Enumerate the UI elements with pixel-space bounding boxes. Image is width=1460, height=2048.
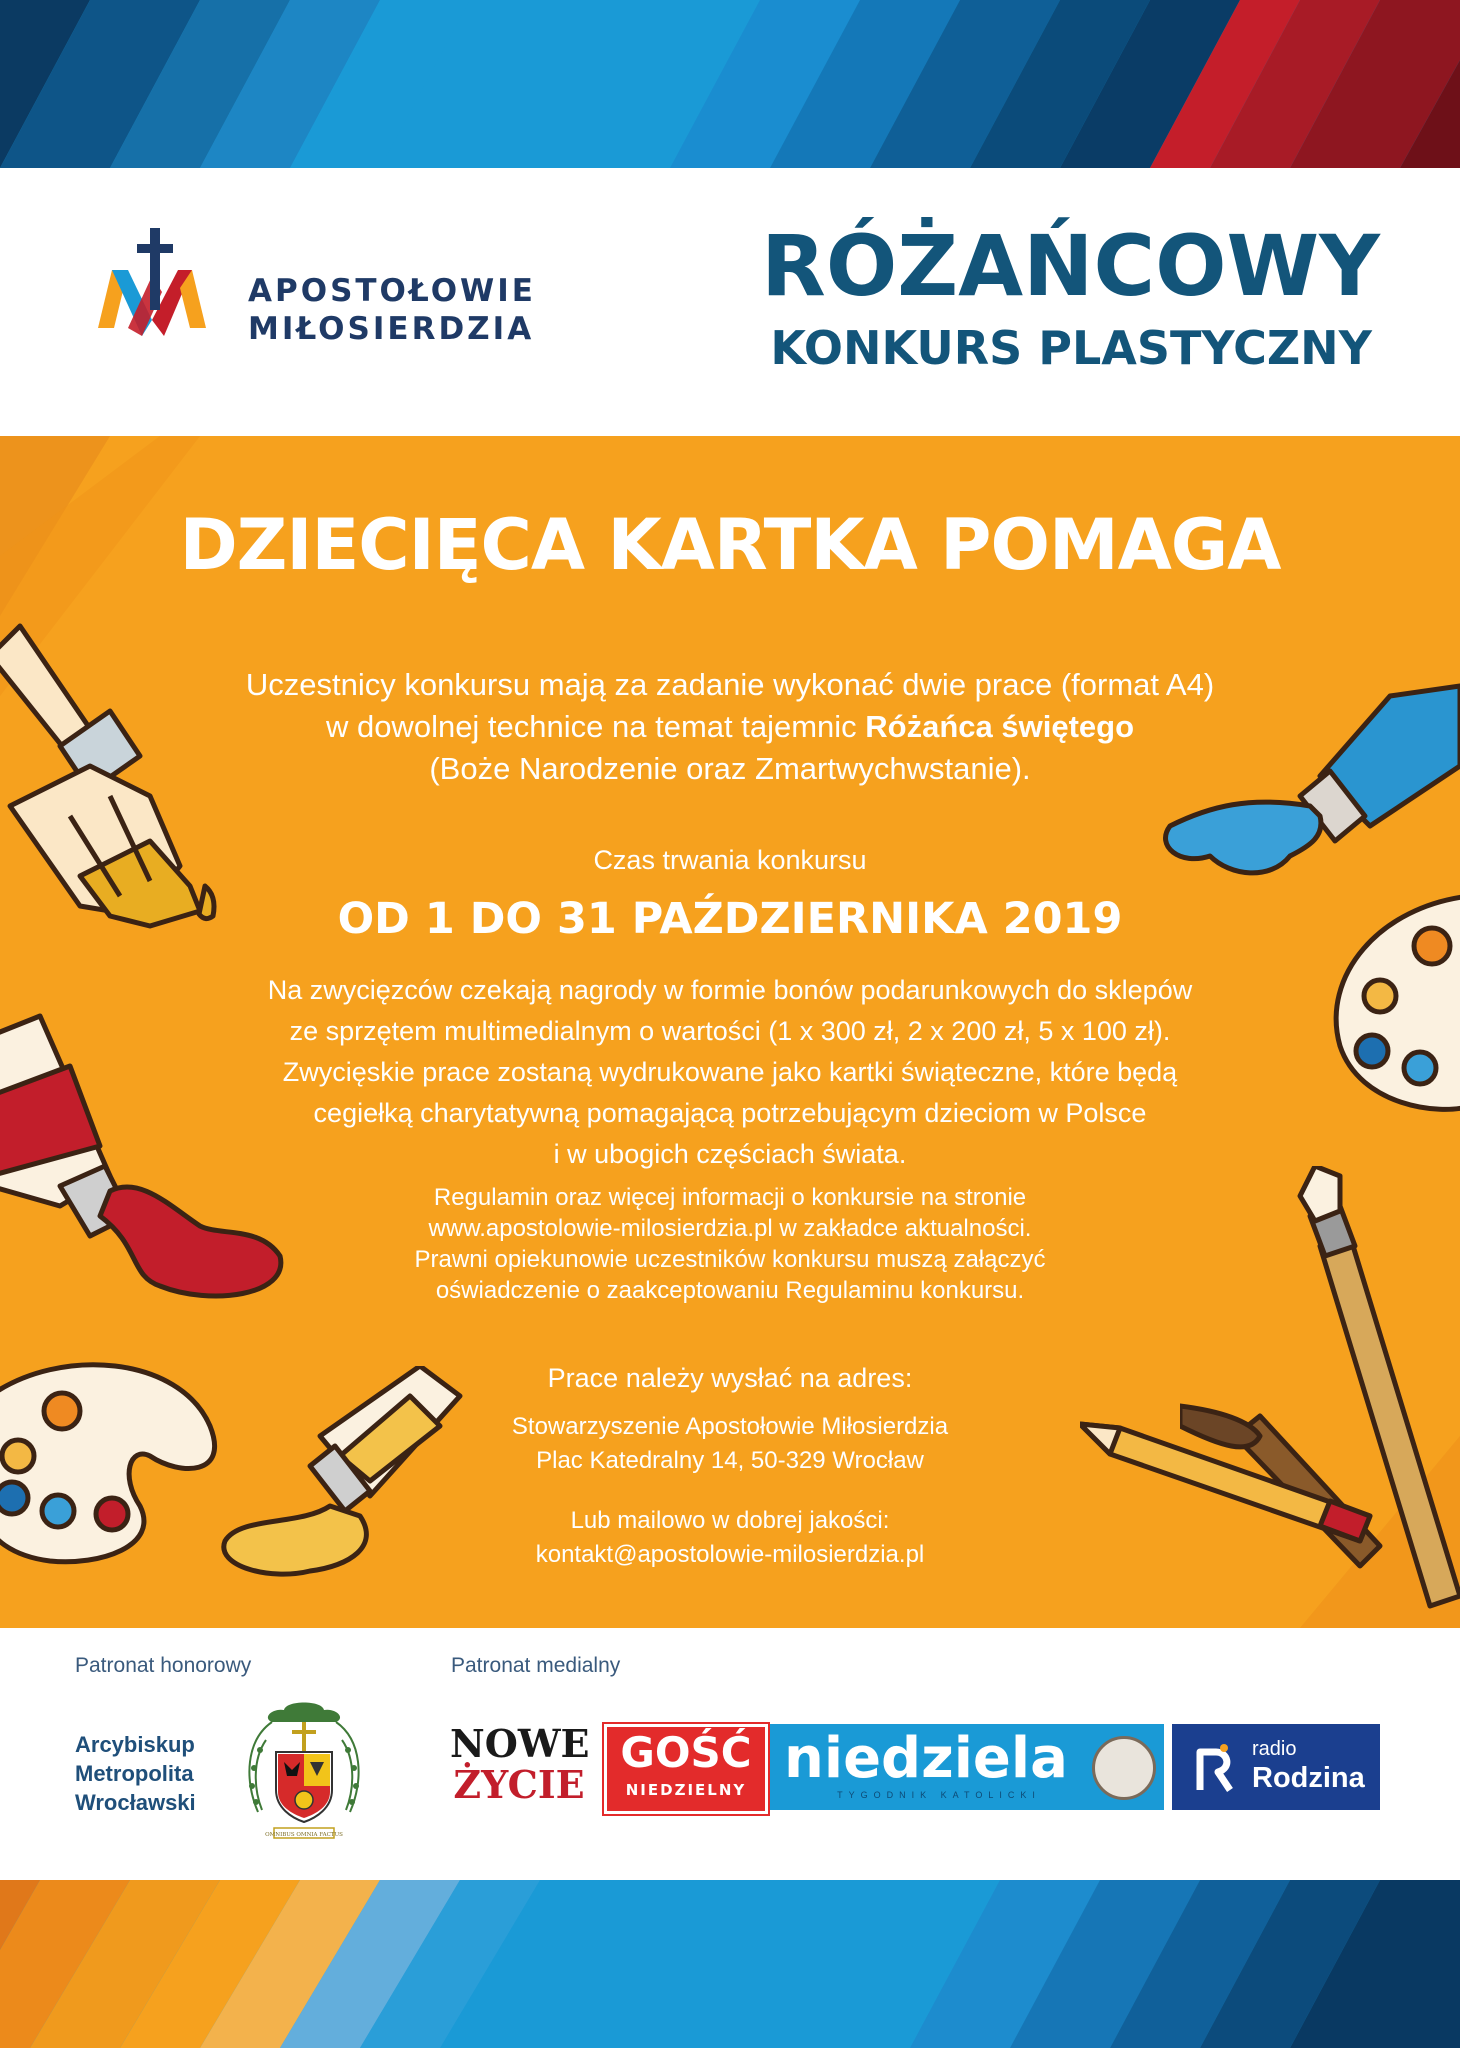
intro-line-3: (Boże Narodzenie oraz Zmartwychwstanie). bbox=[429, 751, 1031, 786]
main-panel bbox=[0, 436, 1460, 1628]
rules-line: Prawni opiekunowie uczestników konkursu muszą załączyć bbox=[414, 1246, 1046, 1273]
coat-of-arms-icon bbox=[236, 1700, 372, 1850]
archbishop-line: Arcybiskup bbox=[75, 1732, 195, 1757]
logo-line-1: APOSTOŁOWIE bbox=[248, 273, 536, 309]
niedziela-tagline: TYGODNIK KATOLICKI bbox=[837, 1790, 1041, 1800]
rules-line: oświadczenie o zaakceptowaniu Regulaminu konkursu. bbox=[435, 1277, 1025, 1304]
nowe-zycie-line-2: ŻYCIE bbox=[453, 1762, 585, 1807]
intro-line-2-text: w dowolnej technice na temat tajemnic bbox=[325, 709, 866, 744]
cross-logo-icon bbox=[92, 228, 210, 346]
page-subtitle: KONKURS PLASTYCZNY bbox=[770, 321, 1372, 375]
radio-rodzina-logo[interactable] bbox=[1172, 1724, 1380, 1810]
media-patronage-label: Patronat medialny bbox=[451, 1654, 621, 1677]
intro-line-1: Uczestnicy konkursu mają za zadanie wykonać dwie prace (format A4) bbox=[245, 667, 1215, 702]
radio-line-2: Rodzina bbox=[1252, 1762, 1365, 1794]
radio-r-icon bbox=[1194, 1744, 1238, 1792]
nowe-zycie-line-1: NOWE bbox=[450, 1721, 590, 1766]
nowe-zycie-logo[interactable] bbox=[450, 1721, 590, 1812]
gosc-niedzielny-logo[interactable] bbox=[604, 1724, 768, 1814]
address-label: Prace należy wysłać na adres: bbox=[547, 1363, 913, 1393]
footer bbox=[0, 1628, 1460, 1880]
rules-text bbox=[160, 1182, 1300, 1306]
palette-icon bbox=[1320, 886, 1460, 1126]
prizes-line: i w ubogich częściach świata. bbox=[553, 1139, 907, 1169]
address-line-1: Stowarzyszenie Apostołowie Miłosierdzia bbox=[511, 1413, 949, 1440]
contest-dates: OD 1 DO 31 PAŹDZIERNIKA 2019 bbox=[337, 894, 1123, 944]
archbishop-line: Metropolita bbox=[75, 1761, 194, 1786]
bottom-stripe-band bbox=[0, 1880, 1460, 2048]
intro-line-2-bold: Różańca świętego bbox=[865, 709, 1135, 744]
archbishop-name bbox=[75, 1730, 196, 1817]
contact-email-link[interactable]: kontakt@apostolowie-milosierdzia.pl bbox=[535, 1541, 925, 1568]
rules-line: www.apostolowie-milosierdzia.pl w zakładce aktualności. bbox=[428, 1215, 1032, 1242]
rules-line: Regulamin oraz więcej informacji o konkursie na stronie bbox=[433, 1184, 1027, 1211]
header bbox=[0, 168, 1460, 436]
email-label: Lub mailowo w dobrej jakości: bbox=[570, 1507, 890, 1534]
archbishop-line: Wrocławski bbox=[75, 1790, 196, 1815]
gosc-line-2: NIEDZIELNY bbox=[625, 1781, 747, 1799]
page-title: RÓŻAŃCOWY bbox=[761, 217, 1380, 315]
prizes-line: cegiełką charytatywną pomagającą potrzebującym dzieciom w Polsce bbox=[313, 1098, 1147, 1128]
madonna-medallion-icon bbox=[1092, 1736, 1156, 1800]
main-heading: DZIECIĘCA KARTKA POMAGA bbox=[179, 504, 1281, 586]
niedziela-name: niedziela bbox=[784, 1726, 1068, 1791]
seal-motto: OMNIBUS OMNIA FACTUS bbox=[265, 1832, 343, 1838]
logo-line-2: MIŁOSIERDZIA bbox=[248, 311, 535, 347]
honorary-patronage-label: Patronat honorowy bbox=[75, 1654, 252, 1677]
prizes-text bbox=[160, 970, 1300, 1175]
top-stripes-graphic bbox=[0, 0, 1460, 168]
bottom-stripes-graphic bbox=[0, 1880, 1460, 2048]
top-stripe-band bbox=[0, 0, 1460, 168]
prizes-line: Na zwycięzców czekają nagrody w formie bonów podarunkowych do sklepów bbox=[267, 975, 1193, 1005]
intro-line-2 bbox=[160, 706, 1300, 748]
address-line-2: Plac Katedralny 14, 50-329 Wrocław bbox=[536, 1447, 924, 1474]
niedziela-logo[interactable] bbox=[770, 1724, 1164, 1810]
radio-line-1: radio bbox=[1252, 1738, 1297, 1760]
duration-label: Czas trwania konkursu bbox=[593, 845, 867, 875]
prizes-line: Zwycięskie prace zostaną wydrukowane jako kartki świąteczne, które będą bbox=[282, 1057, 1178, 1087]
gosc-line-1: GOŚĆ bbox=[620, 1728, 752, 1777]
prizes-line: ze sprzętem multimedialnym o wartości (1 x 300 zł, 2 x 200 zł, 5 x 100 zł). bbox=[289, 1016, 1171, 1046]
